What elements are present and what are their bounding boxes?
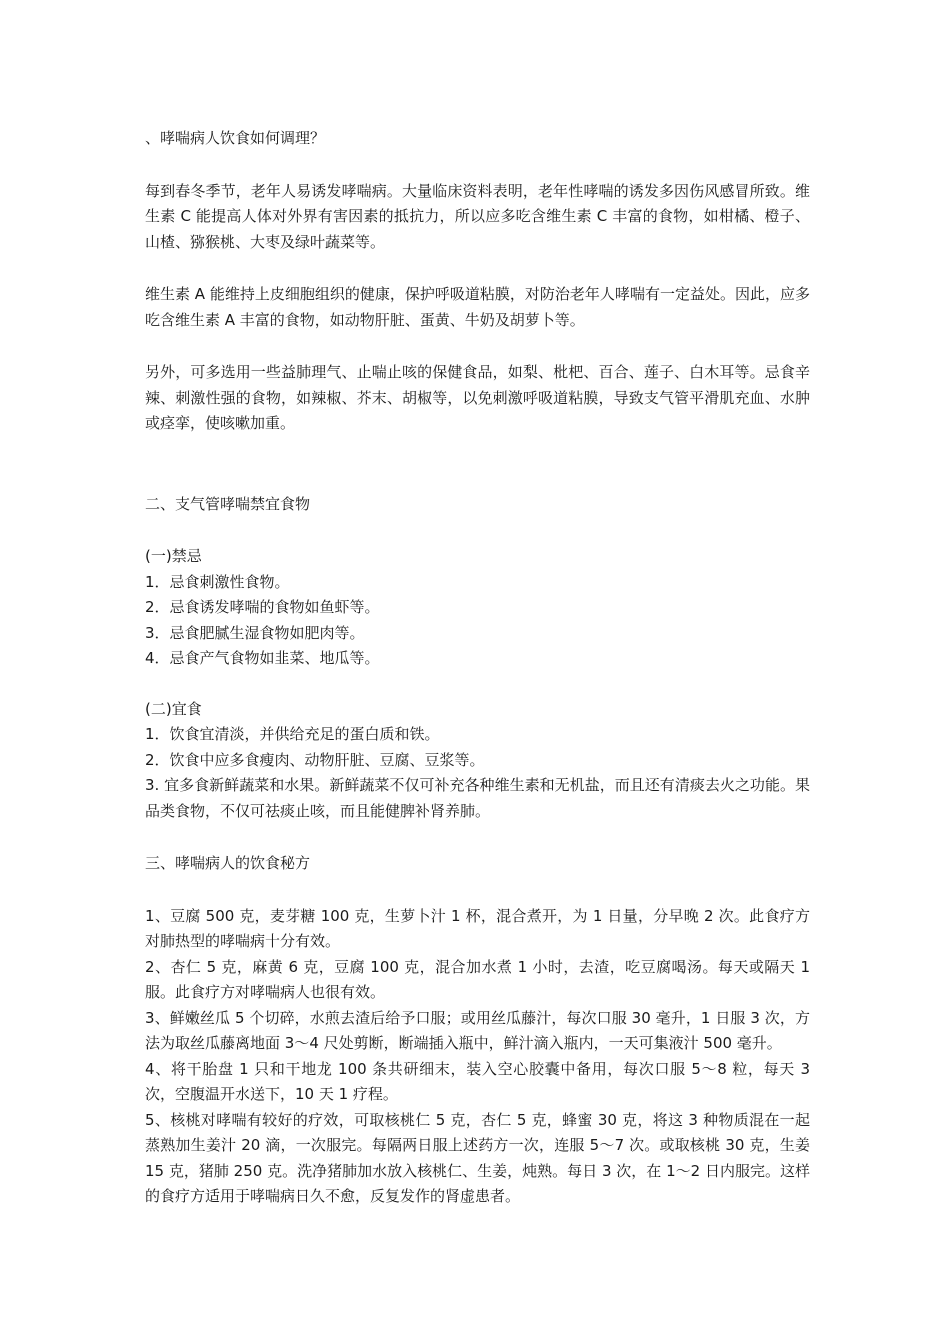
section-1-paragraph-3: 另外，可多选用一些益肺理气、止喘止咳的保健食品，如梨、枇杷、百合、莲子、白木耳等。忌食辛辣、刺激性强的食物，如辣椒、芥末、胡椒等，以免刺激呼吸道粘膜，导致支气管平滑肌充血、水肿或痉挛，使咳嗽加重。 [145,363,810,432]
recipe-item-3: 3、鲜嫩丝瓜 5 个切碎，水煎去渣后给予口服；或用丝瓜藤汁，每次口服 30 毫升，1 日服 3 次，方法为取丝瓜藤离地面 3～4 尺处剪断，断端插入瓶中，鲜汁滴入瓶内，一天可集液汁 500 毫升。 [145,1008,810,1052]
section-1-heading: 、哮喘病人饮食如何调理？ [145,129,326,147]
good-food-list-title: (二)宜食 [145,699,202,718]
good-food-item-3: 3. 宜多食新鲜蔬菜和水果。新鲜蔬菜不仅可补充各种维生素和无机盐，而且还有清痰去火之功能。果品类食物，不仅可祛痰止咳，而且能健脾补肾养肺。 [145,776,810,820]
recipe-item-4: 4、将干胎盘 1 只和干地龙 100 条共研细末，装入空心胶囊中备用，每次口服 5～8 粒，每天 3 次，空腹温开水送下，10 天 1 疗程。 [145,1059,810,1103]
recipe-item-5: 5、核桃对哮喘有较好的疗效，可取核桃仁 5 克，杏仁 5 克，蜂蜜 30 克，将这 3 种物质混在一起蒸熟加生姜汁 20 滴，一次服完。每隔两日服上述药方一次，连服 5～7 次。或取核桃 30 克，生姜 15 克，猪肺 250 克。洗净猪肺加水放入核桃仁、生姜，炖熟。每日 3 次，在 1～2 日内服完。这样的食疗方适用于哮喘病日久不愈，反复发作的肾虚患者。 [145,1110,810,1205]
section-1-paragraph-1: 每到春冬季节，老年人易诱发哮喘病。大量临床资料表明，老年性哮喘的诱发多因伤风感冒所致。维生素 C 能提高人体对外界有害因素的抵抗力，所以应多吃含维生素 C 丰富的食物，如柑橘、橙子、山楂、猕猴桃、大枣及绿叶蔬菜等。 [145,181,810,251]
spacer [145,672,810,697]
good-food-item-2: 2．饮食中应多食瘦肉、动物肝脏、豆腐、豆浆等。 [145,750,485,769]
spacer [145,517,810,544]
taboo-item-1: 1．忌食刺激性食物。 [145,572,290,591]
spacer [145,152,810,179]
spacer [145,255,810,282]
spacer [145,877,810,904]
spacer [145,437,810,492]
recipe-item-2: 2、杏仁 5 克，麻黄 6 克，豆腐 100 克，混合加水煮 1 小时，去渣，吃豆腐喝汤。每天或隔天 1 服。此食疗方对哮喘病人也很有效。 [145,957,810,1001]
recipe-item-1: 1、豆腐 500 克，麦芽糖 100 克，生萝卜汁 1 杯，混合煮开，为 1 日量，分早晚 2 次。此食疗方对肺热型的哮喘病十分有效。 [145,906,810,950]
spacer [145,333,810,360]
section-1-paragraph-2: 维生素 A 能维持上皮细胞组织的健康，保护呼吸道粘膜，对防治老年人哮喘有一定益处。因此，应多吃含维生素 A 丰富的食物，如动物肝脏、蛋黄、牛奶及胡萝卜等。 [145,285,810,329]
taboo-item-3: 3．忌食肥腻生湿食物如肥肉等。 [145,623,365,642]
spacer [145,824,810,851]
section-3-heading: 三、哮喘病人的饮食秘方 [145,854,311,872]
section-2-heading: 二、支气管哮喘禁宜食物 [145,494,311,513]
taboo-item-4: 4．忌食产气食物如韭菜、地瓜等。 [145,649,380,667]
good-food-item-1: 1．饮食宜清淡，并供给充足的蛋白质和铁。 [145,725,440,743]
taboo-item-2: 2．忌食诱发哮喘的食物如鱼虾等。 [145,598,380,616]
document-body [145,126,810,1210]
taboo-list-title: (一)禁忌 [145,547,202,565]
